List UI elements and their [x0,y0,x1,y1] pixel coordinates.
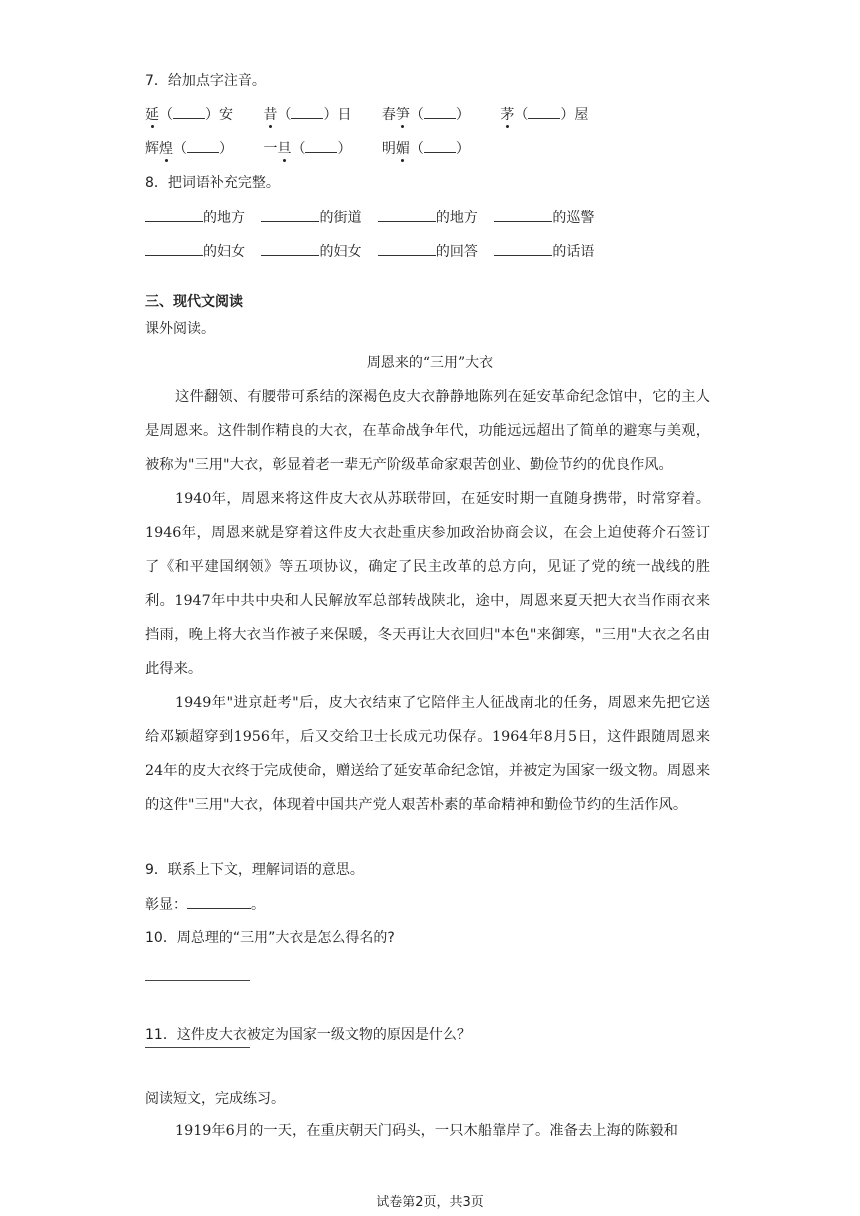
answer-label: 彰显： [145,897,187,913]
answer-blank[interactable] [494,241,552,256]
question-7-row-1 [145,104,614,125]
answer-blank[interactable] [187,138,219,153]
pinyin-item: 一旦（ ） [263,138,351,159]
article-paragraph: 1949年"进京赶考"后，皮大衣结束了它陪伴主人征战南北的任务，周恩来先把它送给邓颖超穿到1956年，后又交给卫士长成元功保存。1964年8月5日，这件跟随周恩来24年的皮大衣终于完成使命，赠送给了延安革命纪念馆，并被定为国家一级文物。周恩来的这件"三用"大衣，体现着中国共产党人艰苦朴素的革命精神和勤俭节约的生活作风。 [145,695,710,813]
fill-item: 的话语 [494,241,594,262]
answer-blank[interactable] [305,138,337,153]
fill-item: 的妇女 [145,241,245,262]
article-title: 周恩来的“三用”大衣 [366,355,494,371]
answer-blank[interactable] [528,104,560,119]
pinyin-item: 明媚（ ） [382,138,470,159]
question-8-row-2 [145,241,606,262]
pinyin-item: 延（ ）安 [145,104,233,125]
answer-blank[interactable] [173,104,205,119]
answer-blank[interactable] [378,207,436,222]
question-7-row-2 [145,138,496,159]
question-10-title: 10．周总理的“三用”大衣是怎么得名的? [145,930,395,946]
fill-item: 的地方 [145,207,245,228]
answer-blank[interactable] [424,138,456,153]
answer-end: 。 [251,897,265,913]
question-7-title: 7．给加点字注音。 [145,73,266,89]
answer-blank[interactable] [187,894,251,909]
question-9-answer [145,894,265,915]
pinyin-item: 昔（ ）日 [263,104,351,125]
pinyin-item: 春笋（ ） [382,104,470,125]
fill-item: 的地方 [378,207,478,228]
fill-item: 的巡警 [494,207,594,228]
answer-blank[interactable] [145,241,203,256]
article-paragraph: 这件翻领、有腰带可系结的深褐色皮大衣静静地陈列在延安革命纪念馆中，它的主人是周恩来。这件制作精良的大衣，在革命战争年代，功能远远超出了简单的避寒与美观，被称为"三用"大衣，彰显着老一辈无产阶级革命家艰苦创业、勤俭节约的优良作风。 [145,389,710,473]
pinyin-item: 辉煌（ ） [145,138,233,159]
answer-line[interactable] [145,980,250,981]
question-9-title: 9．联系上下文，理解词语的意思。 [145,862,364,878]
answer-blank[interactable] [261,241,319,256]
answer-blank[interactable] [424,104,456,119]
fill-item: 的街道 [261,207,361,228]
fill-item: 的回答 [378,241,478,262]
article-body [145,380,710,822]
section-intro: 课外阅读。 [145,321,215,337]
fill-item: 的妇女 [261,241,361,262]
answer-line[interactable] [145,1047,250,1048]
page-footer: 试卷第2页，共3页 [376,1195,484,1210]
reading-first-line: 1919年6月的一天，在重庆朝天门码头，一只木船靠岸了。准备去上海的陈毅和 [175,1123,678,1139]
answer-blank[interactable] [145,207,203,222]
answer-blank[interactable] [291,104,323,119]
answer-blank[interactable] [378,241,436,256]
article-paragraph: 1940年，周恩来将这件皮大衣从苏联带回，在延安时期一直随身携带，时常穿着。1946年，周恩来就是穿着这件皮大衣赴重庆参加政治协商会议，在会上迫使蒋介石签订了《和平建国纲领》等五项协议，确定了民主改革的总方向，见证了党的统一战线的胜利。1947年中共中央和人民解放军总部转战陕北，途中，周恩来夏天把大衣当作雨衣来挡雨，晚上将大衣当作被子来保暖，冬天再让大衣回归"本色"来御寒，"三用"大衣之名由此得来。 [145,491,710,677]
answer-blank[interactable] [494,207,552,222]
answer-blank[interactable] [261,207,319,222]
pinyin-item: 茅（ ）屋 [500,104,588,125]
question-8-title: 8．把词语补充完整。 [145,175,280,191]
question-8-row-1 [145,207,606,228]
question-11-title: 11．这件皮大衣被定为国家一级文物的原因是什么？ [145,1027,471,1043]
section-heading: 三、现代文阅读 [145,294,243,310]
reading-intro: 阅读短文，完成练习。 [145,1091,285,1107]
